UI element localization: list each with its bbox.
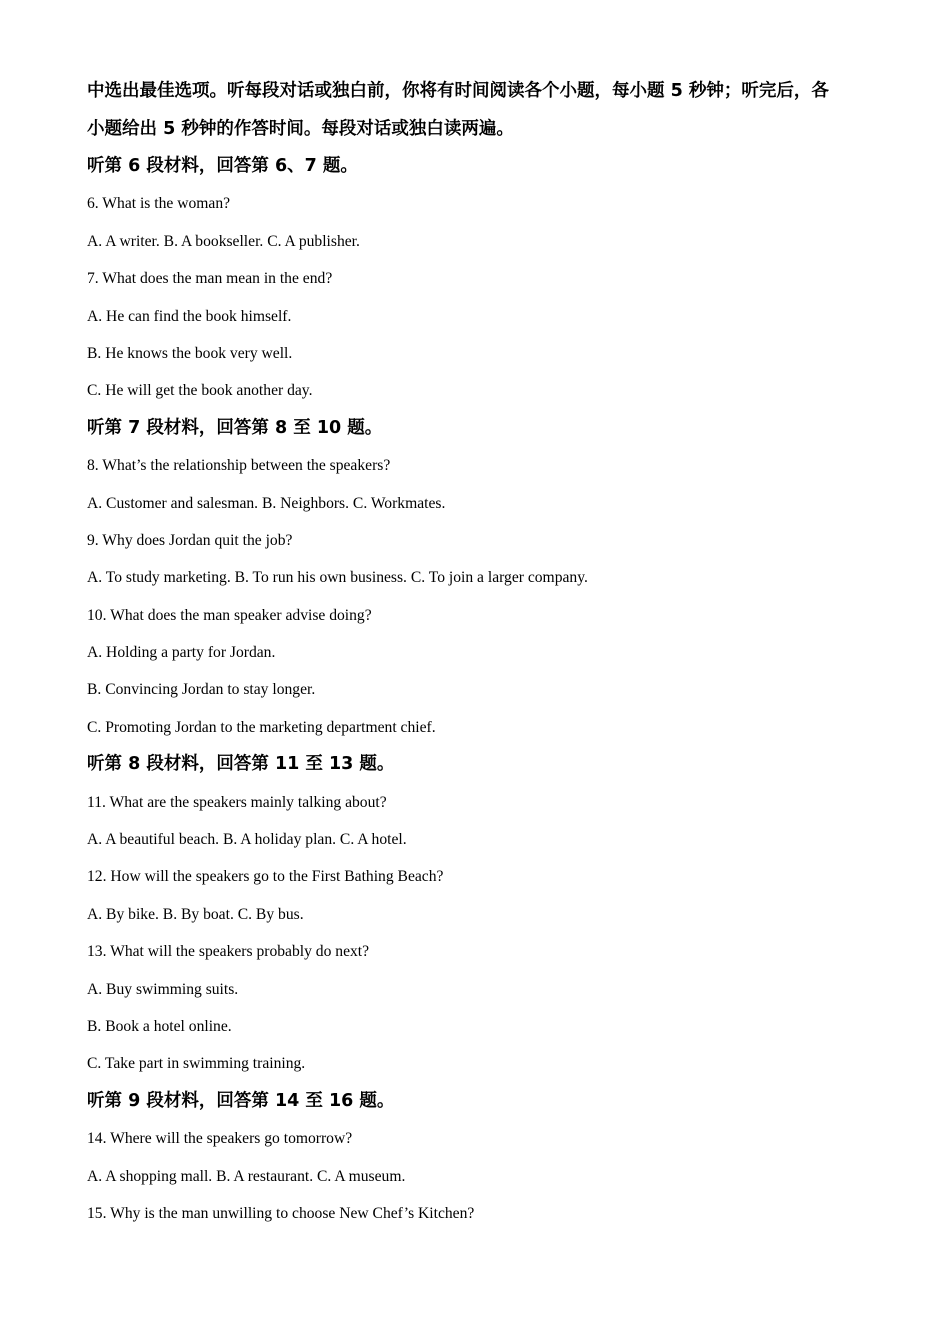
question-line: 14. Where will the speakers go tomorrow? — [87, 1130, 353, 1148]
question-line: A. To study marketing. B. To run his own business. C. To join a larger company. — [87, 569, 588, 587]
listening-section — [87, 1083, 840, 1233]
section-heading: 听第 7 段材料，回答第 8 至 10 题。 — [87, 417, 383, 438]
section-heading: 听第 8 段材料，回答第 11 至 13 题。 — [87, 754, 395, 775]
question-line: 13. What will the speakers probably do next? — [87, 943, 370, 961]
question-line: 7. What does the man mean in the end? — [87, 270, 333, 288]
question-line: 11. What are the speakers mainly talking about? — [87, 793, 387, 811]
question-sections — [87, 148, 840, 1232]
instructions-paragraph: 中选出最佳选项。听每段对话或独白前，你将有时间阅读各个小题，每小题 5 秒钟；听完后，各小题给出 5 秒钟的作答时间。每段对话或独白读两遍。 — [87, 81, 829, 139]
question-line: A. A shopping mall. B. A restaurant. C. A museum. — [87, 1167, 406, 1185]
question-line: C. He will get the book another day. — [87, 382, 313, 400]
question-line: 15. Why is the man unwilling to choose New Chef’s Kitchen? — [87, 1204, 475, 1222]
question-line: A. Buy swimming suits. — [87, 980, 239, 998]
question-line: A. By bike. B. By boat. C. By bus. — [87, 905, 304, 923]
section-heading: 听第 6 段材料，回答第 6、7 题。 — [87, 156, 358, 176]
question-line: 9. Why does Jordan quit the job? — [87, 531, 293, 549]
listening-section — [87, 746, 840, 1083]
question-line: 6. What is the woman? — [87, 195, 231, 213]
question-line: C. Take part in swimming training. — [87, 1055, 306, 1073]
listening-section — [87, 410, 840, 747]
question-line: 12. How will the speakers go to the First Bathing Beach? — [87, 868, 444, 886]
question-line: B. He knows the book very well. — [87, 344, 293, 362]
question-line: B. Book a hotel online. — [87, 1017, 232, 1035]
question-line: 10. What does the man speaker advise doing? — [87, 606, 372, 624]
section-heading: 听第 9 段材料，回答第 14 至 16 题。 — [87, 1090, 395, 1111]
question-line: C. Promoting Jordan to the marketing department chief. — [87, 718, 436, 736]
question-line: 8. What’s the relationship between the speakers? — [87, 457, 391, 475]
listening-section — [87, 148, 840, 410]
question-line: B. Convincing Jordan to stay longer. — [87, 681, 316, 699]
question-line: A. Customer and salesman. B. Neighbors. C. Workmates. — [87, 494, 446, 512]
question-line: A. Holding a party for Jordan. — [87, 644, 276, 662]
question-line: A. He can find the book himself. — [87, 307, 292, 325]
question-line: A. A beautiful beach. B. A holiday plan. C. A hotel. — [87, 831, 407, 849]
question-line: A. A writer. B. A bookseller. C. A publisher. — [87, 232, 360, 250]
